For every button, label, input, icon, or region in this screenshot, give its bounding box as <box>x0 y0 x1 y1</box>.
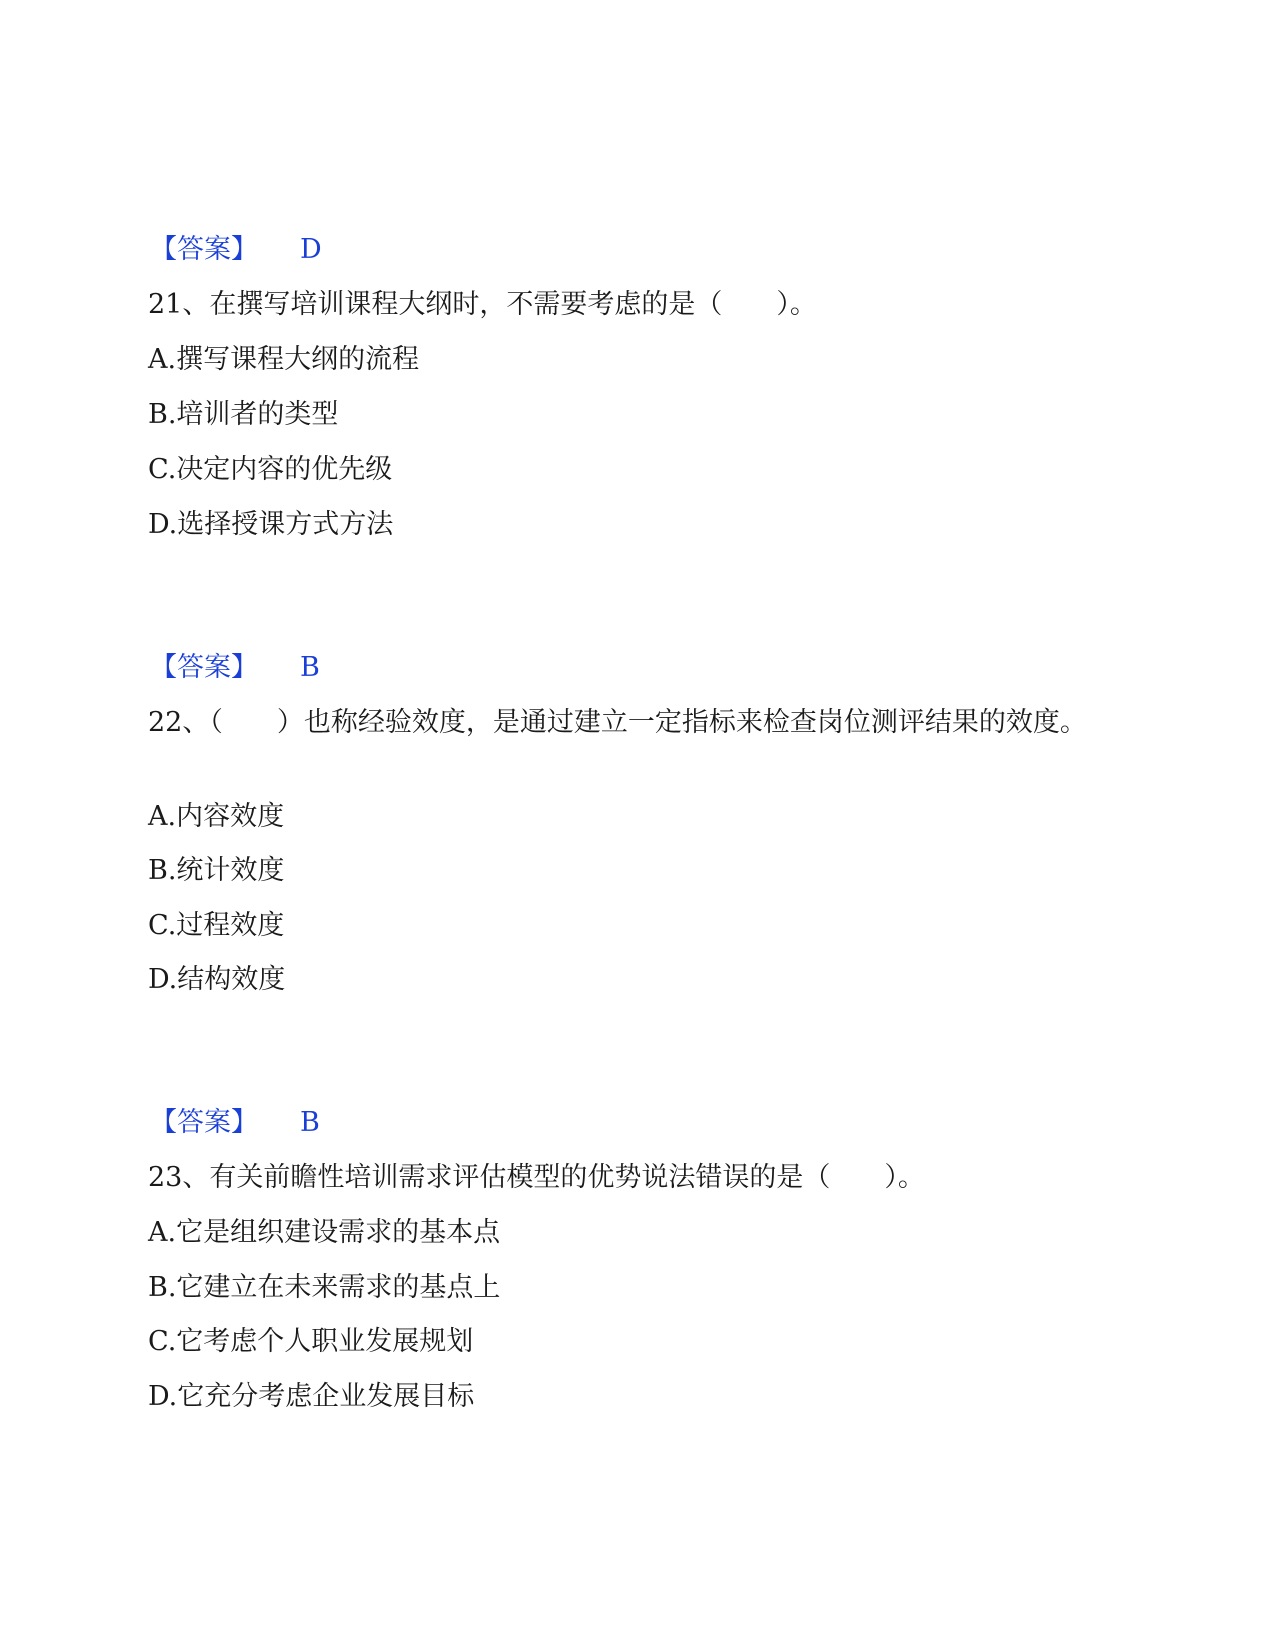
answer-line <box>150 648 320 688</box>
option-b: B.统计效度 <box>148 855 285 886</box>
question-text: 22、（ ）也称经验效度，是通过建立一定指标来检查岗位测评结果的效度。 <box>148 707 1087 738</box>
option-b: B.培训者的类型 <box>148 399 339 430</box>
option-c: C.决定内容的优先级 <box>148 454 393 485</box>
option-a: A.内容效度 <box>148 801 285 832</box>
question-text: 21、在撰写培训课程大纲时，不需要考虑的是（ ）。 <box>148 289 817 320</box>
answer-value: B <box>300 652 320 683</box>
option-a: A.它是组织建设需求的基本点 <box>148 1217 501 1248</box>
option-a: A.撰写课程大纲的流程 <box>148 344 420 375</box>
answer-value: D <box>300 234 322 265</box>
option-d: D.选择授课方式方法 <box>148 509 394 540</box>
answer-line <box>150 1103 320 1143</box>
answer-value: B <box>300 1107 320 1138</box>
option-b: B.它建立在未来需求的基点上 <box>148 1272 501 1303</box>
answer-label: 【答案】 <box>150 1107 258 1138</box>
answer-label: 【答案】 <box>150 652 258 683</box>
question-text: 23、有关前瞻性培训需求评估模型的优势说法错误的是（ ）。 <box>148 1162 925 1193</box>
option-c: C.它考虑个人职业发展规划 <box>148 1326 474 1357</box>
option-d: D.它充分考虑企业发展目标 <box>148 1381 475 1412</box>
option-c: C.过程效度 <box>148 910 285 941</box>
answer-label: 【答案】 <box>150 234 258 265</box>
option-d: D.结构效度 <box>148 964 286 995</box>
answer-line <box>150 230 322 270</box>
